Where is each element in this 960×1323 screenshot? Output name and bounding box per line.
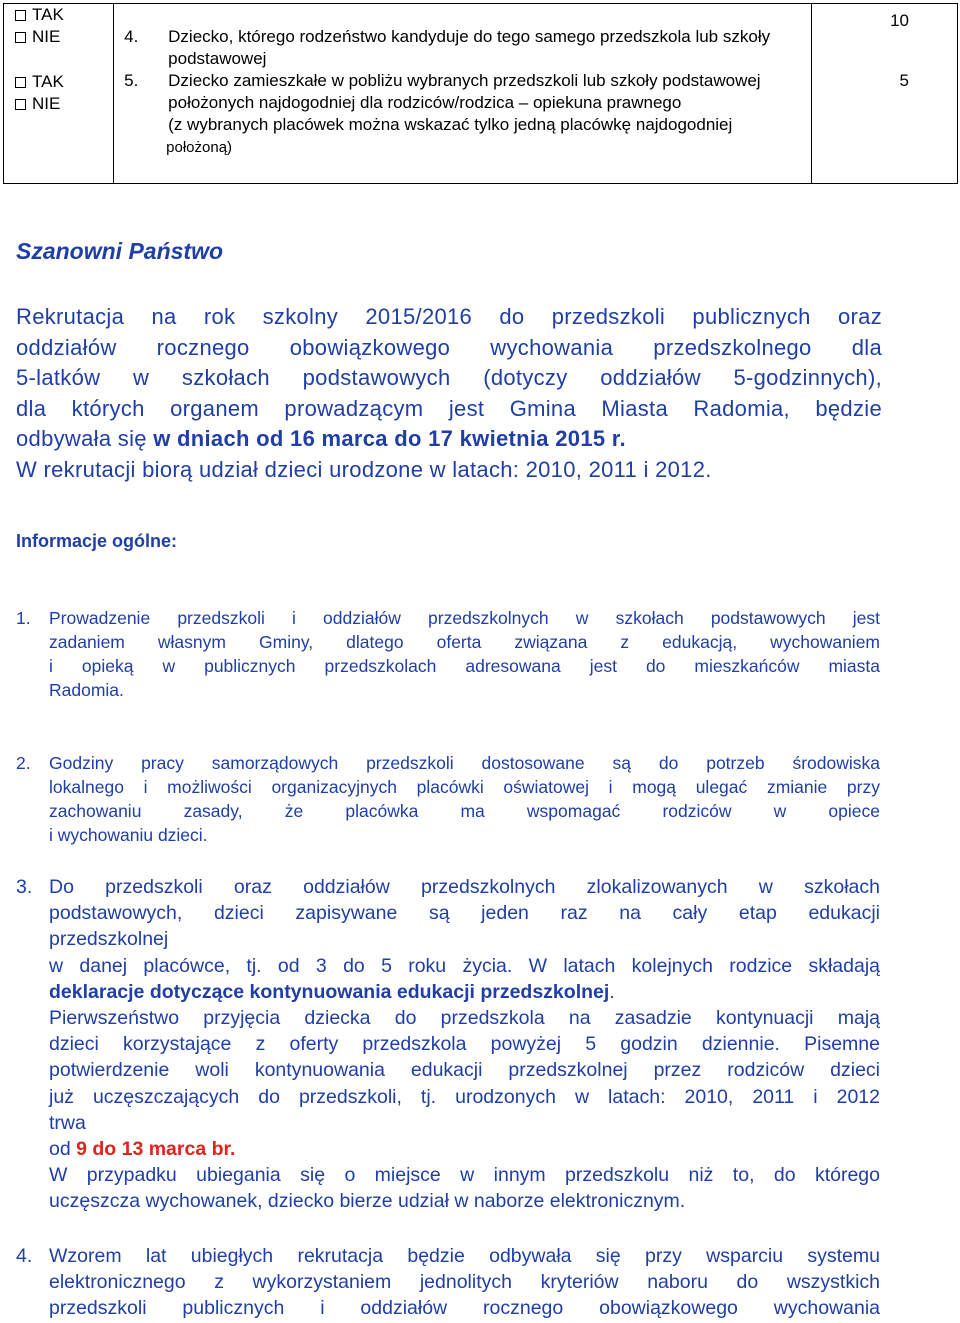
info-item-1: 1. Prowadzenie przedszkoli i oddziałów przedszkolnych w szkołach podstawowych jest zadaniem własnym Gminy, dlatego oferta związana z edukacją, wychowaniem i opieką w publicznych przedszkolach adresowana jest do mieszkańców miasta Radomia. <box>16 608 880 700</box>
continuation-dates: 9 do 13 marca br. <box>76 1138 236 1161</box>
recruitment-dates: w dniach od 16 marca do 17 kwietnia 2015 r. <box>153 426 626 451</box>
checkbox-icon[interactable] <box>15 99 26 110</box>
intro-line: W rekrutacji biorą udział dzieci urodzone w latach: 2010, 2011 i 2012. <box>16 456 712 482</box>
option-yes-4[interactable]: TAK <box>4 4 113 26</box>
checkbox-icon[interactable] <box>15 10 26 21</box>
intro-paragraph <box>16 302 882 485</box>
general-info-heading: Informacje ogólne: <box>16 531 178 551</box>
intro-line: dla których organem prowadzącym jest Gmina Miasta Radomia, będzie <box>16 395 882 421</box>
option-no-4[interactable]: NIE <box>4 26 113 48</box>
criterion-4: 4. Dziecko, którego rodzeństwo kandyduje do tego samego przedszkola lub szkoły podstawowej <box>124 27 771 68</box>
points-4: 10 <box>890 11 909 30</box>
intro-line: odbywała się w dniach od 16 marca do 17 kwietnia 2015 r. <box>16 426 626 451</box>
info-item-4: 4. Wzorem lat ubiegłych rekrutacja będzie odbywała się przy wsparciu systemu elektronicznego z wykorzystaniem jednolitych kryteriów naboru do wszystkich przedszkoli publicznych i oddziałów rocznego obowiązkowego wychowania <box>16 1245 880 1320</box>
continuation-declaration: deklaracje dotyczące kontynuowania edukacji przedszkolnej <box>49 980 610 1003</box>
option-yes-5[interactable]: TAK <box>4 71 113 93</box>
checkbox-icon[interactable] <box>15 32 26 43</box>
criteria-table <box>3 3 958 184</box>
points-5: 5 <box>899 71 909 90</box>
info-item-3: 3. Do przedszkoli oraz oddziałów przedszkolnych zlokalizowanych w szkołach podstawowych, dzieci zapisywane są jeden raz na cały etap edukacji przedszkolnej w danej placówce, tj. od 3 do 5 roku życia. W latach kolejnych rodzice składają deklaracje dotyczące kontynuowania edukacji przedszkolnej. Pierwszeństwo przyjęcia dziecka do przedszkola na zasadzie kontynuacji mają dzieci korzystające z oferty przedszkola powyżej 5 godzin dziennie. Pisemne potwierdzenie woli kontynuowania edukacji przedszkolnej przez rodziców dzieci już uczęszczających do przedszkoli, tj. urodzonych w latach: 2010, 2011 i 2012 trwa od 9 do 13 marca br. W przypadku ubiegania się o miejsce w innym przedszkolu niż to, do którego uczęszcza wychowanek, dziecko bierze udział w naborze elektronicznym. <box>16 876 880 1213</box>
criteria-description-cell <box>114 4 812 184</box>
greeting-heading: Szanowni Państwo <box>16 238 224 264</box>
intro-line: Rekrutacja na rok szkolny 2015/2016 do przedszkoli publicznych oraz <box>16 304 882 329</box>
intro-line: oddziałów rocznego obowiązkowego wychowania przedszkolnego dla <box>16 334 882 360</box>
checkbox-icon[interactable] <box>15 77 26 88</box>
info-item-2: 2. Godziny pracy samorządowych przedszkoli dostosowane są do potrzeb środowiska lokalnego i możliwości organizacyjnych placówki oświatowej i mogą ulegać zmianie przy zachowaniu zasady, że placówka ma wspomagać rodziców w opiece i wychowaniu dzieci. <box>16 753 880 845</box>
criteria-points-cell <box>812 4 958 184</box>
criteria-options-cell <box>4 4 114 184</box>
criterion-5: 5. Dziecko zamieszkałe w pobliżu wybranych przedszkoli lub szkoły podstawowej położonych najdogodniej dla rodziców/rodzica – opiekuna prawnego (z wybranych placówek można wskazać tylko jedną placówkę najdogodniej położoną) <box>124 71 761 156</box>
intro-line: 5-latków w szkołach podstawowych (dotyczy oddziałów 5-godzinnych), <box>16 365 882 390</box>
option-no-5[interactable]: NIE <box>4 93 113 115</box>
